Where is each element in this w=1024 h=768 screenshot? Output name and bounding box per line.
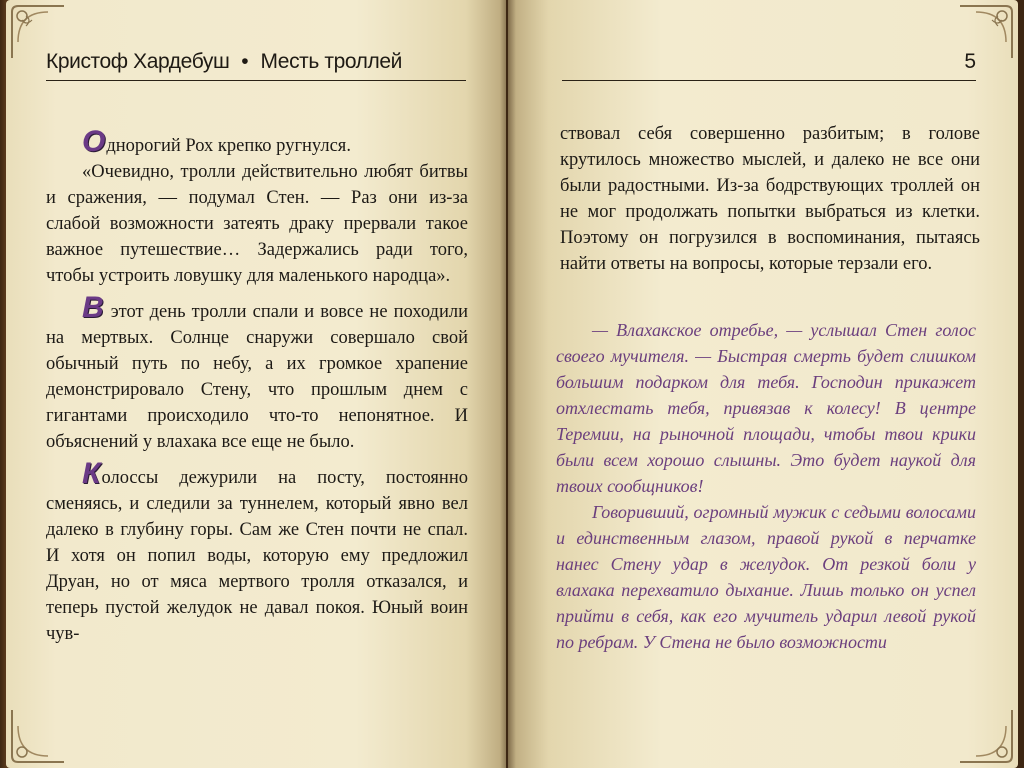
drop-cap: В [82,291,104,324]
paragraph-text: олоссы дежурили на посту, постоянно сменяясь, и следили за туннелем, который явно вел далеко в глубину горы. Сам же Стен почти не спал. И хотя он попил воды, которую ему предложил Друан, но от мяса мертвого тролля отказался, и теперь пустой желудок не давал покоя. Юный воин чув- [46,468,468,644]
paragraph: ствовал себя совершенно разбитым; в голове крутилось множество мыслей, и далеко не все они были радостными. Из-за бодрствующих троллей он не мог продолжать попытки выбраться из клетки. Поэтому он погрузился в воспоминания, пытаясь найти ответы на вопросы, которые терзали его. [560,124,980,274]
left-page-text [46,125,468,655]
italic-paragraph: Говоривший, огромный мужик с седыми волосами и единственным глазом, правой рукой в перчатке нанес Стену удар в желудок. От резкой боли у влахака перехватило дыхание. Лишь только он успел прийти в себя, как его мучитель ударил левой рукой по ребрам. У Стена не было возможности [556,502,976,652]
paragraph-text: днорогий Рох крепко ругнулся. [106,136,351,156]
book-title: Месть троллей [260,50,403,73]
book-spine [500,0,516,768]
running-header-right [562,50,976,81]
page-number: 5 [964,50,976,73]
drop-cap: К [82,457,101,490]
paragraph [46,291,468,455]
paragraph [46,125,468,159]
author-name: Кристоф Хардебуш [46,50,230,73]
paragraph: «Очевидно, тролли действительно любят битвы и сражения, — подумал Стен. — Раз они из-за слабой возможности затеять драку прервали такое важное путешествие… Задержались ради того, чтобы устроить ловушку для маленького народца». [46,162,468,286]
drop-cap: О [82,125,106,158]
ornament-corner-icon [8,706,68,766]
paragraph-text: этот день тролли спали и вовсе не походили на мертвых. Солнце снаружи совершало свой обычный путь по небу, а их громкое храпение демонстрировало Стену, что прошлым днем с гигантами происходило что-то непонятное. И объяснений у влахака все еще не было. [46,302,468,452]
italic-paragraph: — Влахакское отребье, — услышал Стен голос своего мучителя. — Быстрая смерть будет слишком большим подарком для тебя. Господин прикажет отхлестать тебя, привязав к колесу! В центре Теремии, на рыночной площади, чтобы твои крики были всем хорошо слышны. Это будет наукой для твоих сообщников! [556,320,976,496]
header-separator: • [241,50,249,73]
running-header-left [46,50,466,81]
right-page-text [560,121,980,277]
ornament-corner-icon [956,706,1016,766]
paragraph [46,457,468,647]
right-page-italic-text [556,317,976,655]
